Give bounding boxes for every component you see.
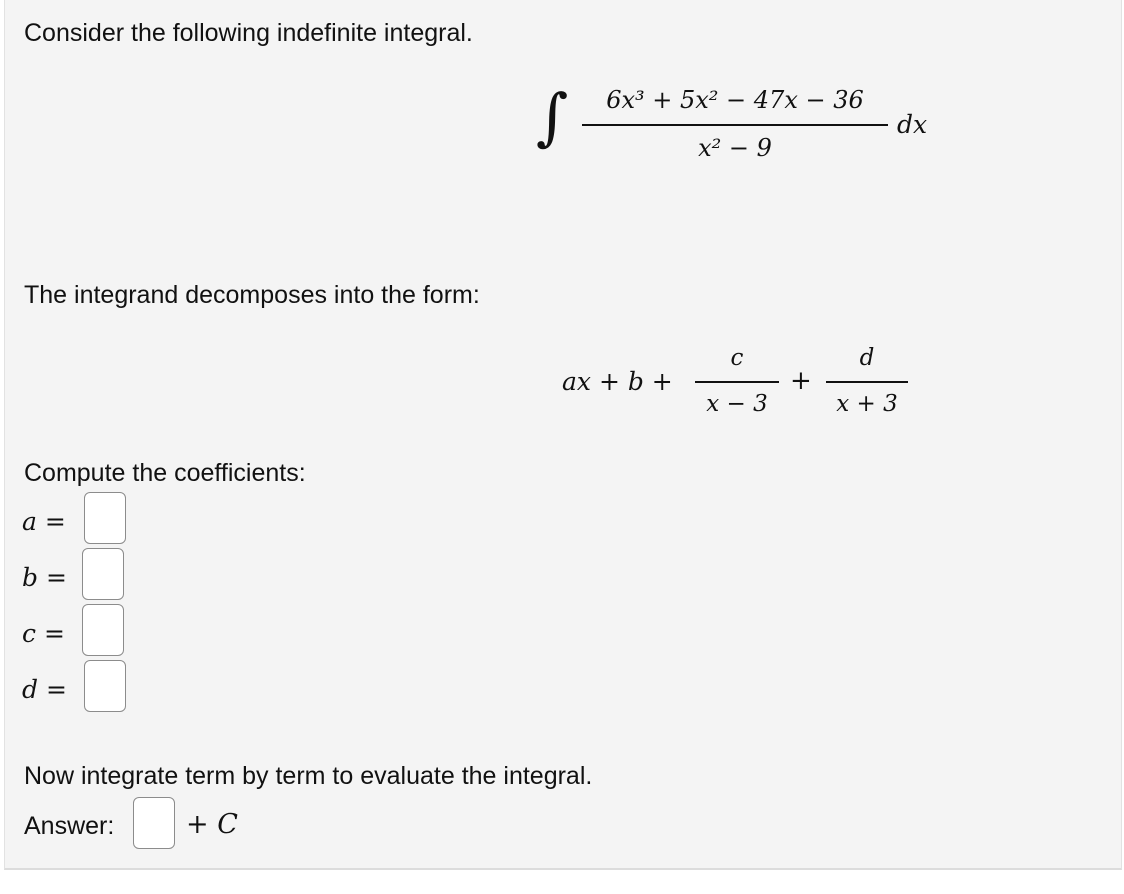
decomposition-frac1-bar xyxy=(695,381,779,383)
decomposition-frac2-bar xyxy=(826,381,908,383)
integrate-text: Now integrate term by term to evaluate the integral. xyxy=(24,762,593,790)
integral-fraction-bar xyxy=(582,124,888,126)
decomposition-frac2-denominator: x + 3 xyxy=(836,391,898,417)
coefficient-a-label: a = xyxy=(22,507,66,536)
integral-numerator: 6x³ + 5x² − 47x − 36 xyxy=(606,86,864,114)
coefficient-d-label: d = xyxy=(22,675,67,704)
coefficient-d-input[interactable] xyxy=(84,660,126,712)
decompose-text: The integrand decomposes into the form: xyxy=(24,281,480,309)
decomposition-frac1-denominator: x − 3 xyxy=(706,391,768,417)
coefficient-a-input[interactable] xyxy=(84,492,126,544)
decomposition-lead: ax + b + xyxy=(562,367,673,396)
coefficient-b-label: b = xyxy=(22,563,67,592)
coefficient-c-input[interactable] xyxy=(82,604,124,656)
intro-text: Consider the following indefinite integral. xyxy=(24,19,473,47)
answer-input[interactable] xyxy=(133,797,175,849)
decomposition-frac2-numerator: d xyxy=(859,345,875,371)
integral-denominator: x² − 9 xyxy=(698,134,772,162)
coefficient-b-input[interactable] xyxy=(82,548,124,600)
answer-label: Answer: xyxy=(24,812,115,840)
coefficient-c-label: c = xyxy=(22,619,65,648)
integral-sign: ∫ xyxy=(536,80,569,153)
decomposition-plus: + xyxy=(790,366,812,396)
integral-differential: dx xyxy=(897,110,928,139)
compute-text: Compute the coefficients: xyxy=(24,459,306,487)
decomposition-frac1-numerator: c xyxy=(730,345,744,371)
answer-constant: + C xyxy=(186,809,238,840)
